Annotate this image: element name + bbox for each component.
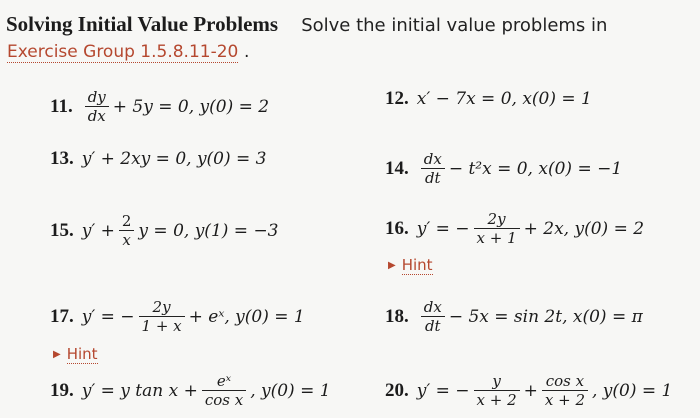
equation-plus: +	[523, 380, 538, 401]
fraction-denominator: x + 2	[544, 391, 585, 409]
problem-number: 19.	[50, 379, 74, 401]
fraction	[474, 210, 520, 247]
problem-14	[385, 150, 622, 187]
fraction	[139, 298, 185, 335]
problem-number: 18.	[385, 305, 409, 327]
problem-number: 14.	[385, 157, 409, 179]
fraction-numerator: dx	[423, 298, 442, 316]
fraction-denominator: dt	[424, 169, 441, 187]
equation-rest: , y(0) = 1	[591, 380, 673, 401]
hint-toggle-16[interactable]	[388, 256, 433, 275]
page-title: Solving Initial Value Problems	[6, 12, 279, 36]
problem-20	[385, 372, 672, 409]
problem-11	[50, 88, 269, 125]
problem-number: 20.	[385, 379, 409, 401]
fraction-denominator: cos x	[204, 391, 244, 409]
equation-rest: + 2x, y(0) = 2	[523, 218, 645, 239]
problem-number: 16.	[385, 217, 409, 239]
triangle-right-icon: ▶	[388, 260, 396, 271]
fraction-numerator: 2	[121, 212, 132, 230]
equation-rest: + 5y = 0, y(0) = 2	[112, 96, 270, 117]
triangle-right-icon: ▶	[53, 349, 61, 360]
fraction-denominator: x + 1	[476, 229, 517, 247]
problem-number: 13.	[50, 148, 74, 169]
problem-number: 11.	[50, 95, 73, 117]
fraction-numerator: dy	[87, 88, 106, 106]
equation: x′ − 7x = 0, x(0) = 1	[416, 89, 592, 109]
hint-label: Hint	[66, 345, 98, 363]
exercise-group-link[interactable]: Exercise Group 1.5.8.11-20	[7, 42, 239, 62]
equation-lead: y′ = −	[416, 380, 470, 401]
equation-rest: + eˣ, y(0) = 1	[188, 306, 305, 327]
fraction	[421, 298, 445, 335]
hint-label: Hint	[401, 256, 433, 274]
fraction-numerator: dx	[423, 150, 442, 168]
problem-number: 12.	[385, 88, 409, 109]
equation-lead: y′ = y tan x +	[81, 380, 198, 401]
fraction-numerator: cos x	[545, 372, 585, 390]
fraction-denominator: 1 + x	[141, 317, 182, 335]
equation-rest: − t²x = 0, x(0) = −1	[448, 158, 623, 179]
fraction-denominator: x + 2	[476, 391, 517, 409]
fraction	[421, 150, 445, 187]
fraction	[85, 88, 109, 125]
hint-toggle-17[interactable]	[53, 345, 98, 364]
fraction-numerator: eˣ	[216, 372, 232, 390]
fraction-numerator: 2y	[152, 298, 171, 316]
header	[6, 12, 607, 42]
problem-12	[385, 88, 592, 110]
fraction-second	[542, 372, 588, 409]
equation-lead: y′ = −	[81, 306, 135, 327]
fraction	[119, 212, 135, 249]
fraction	[202, 372, 246, 409]
fraction-denominator: dt	[424, 317, 441, 335]
equation-rest: , y(0) = 1	[250, 380, 331, 401]
equation-lead: y′ +	[81, 220, 115, 241]
fraction-numerator: 2y	[487, 210, 506, 228]
equation-rest: y = 0, y(1) = −3	[138, 220, 279, 241]
trailing-period: .	[244, 42, 250, 62]
equation: y′ + 2xy = 0, y(0) = 3	[81, 149, 267, 169]
problem-17	[50, 298, 305, 335]
fraction	[474, 372, 520, 409]
fraction-denominator: x	[122, 231, 131, 249]
problem-18	[385, 298, 643, 335]
fraction-numerator: y	[492, 372, 501, 390]
problem-number: 17.	[50, 305, 74, 327]
problem-19	[50, 372, 331, 409]
equation-lead: y′ = −	[416, 218, 470, 239]
problem-13	[50, 148, 267, 170]
instructions-text: Solve the initial value problems in	[301, 15, 608, 36]
equation-rest: − 5x = sin 2t, x(0) = π	[448, 306, 643, 327]
problem-number: 15.	[50, 219, 74, 241]
problem-15	[50, 212, 279, 249]
problem-16	[385, 210, 644, 247]
fraction-denominator: dx	[87, 107, 106, 125]
